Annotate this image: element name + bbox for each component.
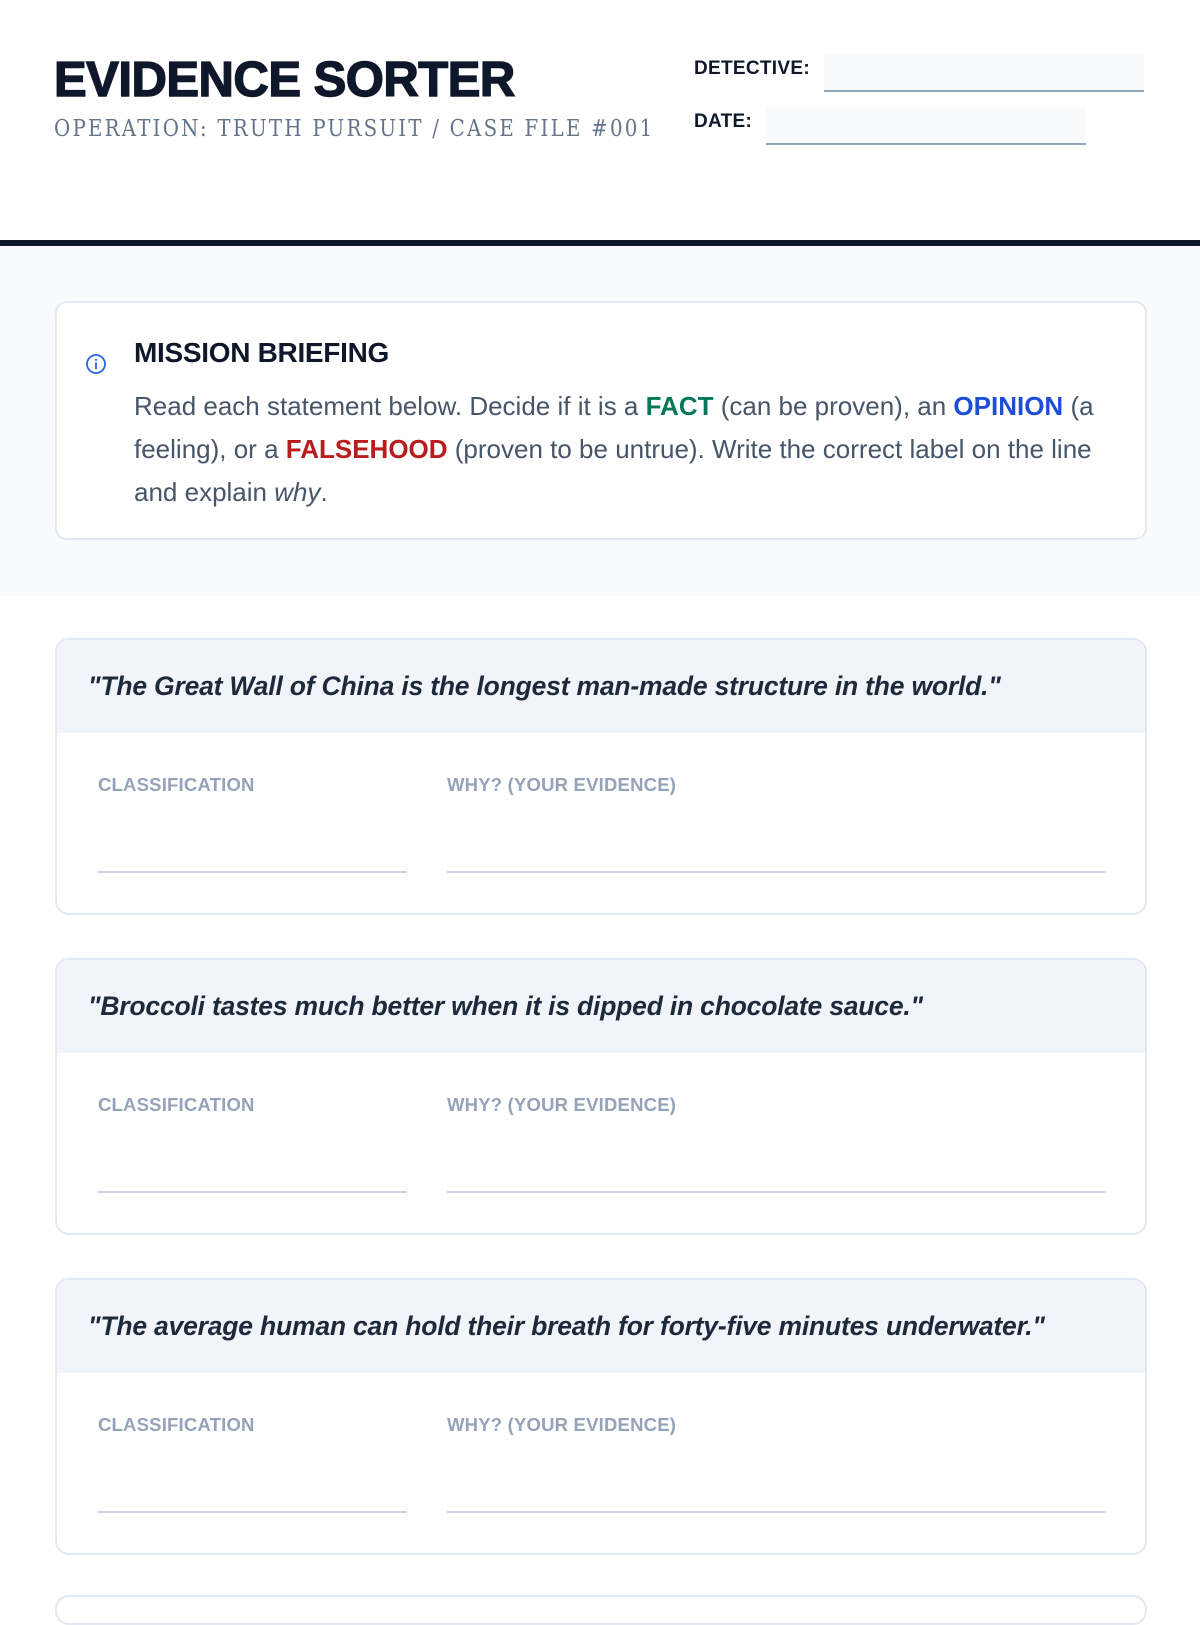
briefing-text-5: . bbox=[320, 477, 328, 507]
case-subtitle: OPERATION: TRUTH PURSUIT / CASE FILE #001 bbox=[54, 116, 655, 142]
why-evidence-label: WHY? (YOUR EVIDENCE) bbox=[447, 1414, 677, 1435]
evidence-card bbox=[55, 1278, 1147, 1555]
why-evidence-label: WHY? (YOUR EVIDENCE) bbox=[447, 774, 677, 795]
why-answer-line[interactable] bbox=[447, 1511, 1106, 1513]
detective-name-field[interactable] bbox=[824, 54, 1144, 92]
classification-answer-line[interactable] bbox=[98, 1191, 407, 1193]
statement-bar bbox=[57, 960, 1145, 1053]
evidence-statement: "Broccoli tastes much better when it is dipped in chocolate sauce." bbox=[88, 991, 923, 1021]
briefing-heading: MISSION BRIEFING bbox=[134, 337, 389, 368]
briefing-text-3: (a feeling), or a bbox=[134, 391, 1094, 464]
statement-bar bbox=[57, 1280, 1145, 1373]
evidence-statement: "The average human can hold their breath for forty-five minutes underwater." bbox=[88, 1311, 1045, 1341]
classification-label: CLASSIFICATION bbox=[98, 1094, 255, 1115]
opinion-keyword: OPINION bbox=[953, 391, 1064, 421]
why-emphasis: why bbox=[274, 477, 321, 507]
classification-answer-line[interactable] bbox=[98, 871, 407, 873]
evidence-statement: "The Great Wall of China is the longest man-made structure in the world." bbox=[88, 671, 1001, 701]
date-row bbox=[694, 107, 1086, 145]
detective-label: DETECTIVE: bbox=[694, 58, 810, 79]
mission-briefing-card bbox=[55, 301, 1147, 540]
info-icon bbox=[85, 353, 107, 375]
falsehood-keyword: FALSEHOOD bbox=[285, 434, 448, 464]
evidence-card bbox=[55, 638, 1147, 915]
page-title: EVIDENCE SORTER bbox=[54, 53, 515, 107]
date-field[interactable] bbox=[766, 107, 1086, 145]
briefing-text-4: (proven to be untrue). Write the correct label on the line and explain bbox=[134, 434, 1092, 507]
why-answer-line[interactable] bbox=[447, 1191, 1106, 1193]
briefing-text-1: Read each statement below. Decide if it is a bbox=[134, 391, 646, 421]
classification-answer-line[interactable] bbox=[98, 1511, 407, 1513]
worksheet-header bbox=[0, 0, 1200, 240]
evidence-card bbox=[55, 958, 1147, 1235]
statement-bar bbox=[57, 640, 1145, 733]
briefing-section bbox=[0, 246, 1200, 596]
fact-keyword: FACT bbox=[645, 391, 714, 421]
classification-label: CLASSIFICATION bbox=[98, 1414, 255, 1435]
detective-row bbox=[694, 54, 1144, 92]
why-evidence-label: WHY? (YOUR EVIDENCE) bbox=[447, 1094, 677, 1115]
date-label: DATE: bbox=[694, 111, 753, 132]
why-answer-line[interactable] bbox=[447, 871, 1106, 873]
briefing-instructions bbox=[134, 385, 1124, 514]
briefing-text-2: (can be proven), an bbox=[713, 391, 954, 421]
classification-label: CLASSIFICATION bbox=[98, 774, 255, 795]
